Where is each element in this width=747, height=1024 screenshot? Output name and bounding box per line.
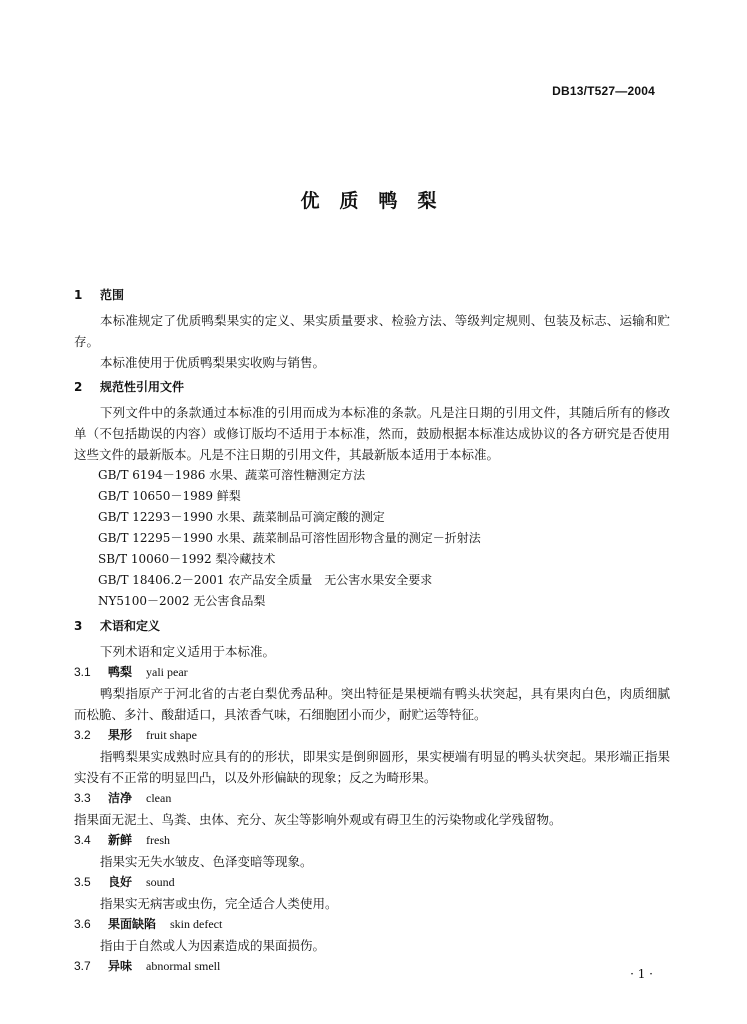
section-number: 3 — [74, 619, 83, 633]
section-heading-terms-definitions — [74, 616, 670, 637]
reference-item: GB/T 12295－1990 水果、蔬菜制品可溶性固形物含量的测定－折射法 — [98, 531, 481, 545]
section-title: 规范性引用文件 — [100, 380, 185, 394]
term-chinese: 新鲜 — [108, 833, 133, 847]
document-title: 优质鸭梨 — [300, 190, 457, 212]
term-definition: 指由于自然或人为因素造成的果面损伤。 — [100, 938, 326, 953]
term-english: clean — [146, 791, 172, 805]
term-chinese: 良好 — [108, 875, 133, 889]
term-english: fresh — [146, 833, 171, 847]
reference-item: GB/T 10650－1989 鲜梨 — [98, 489, 241, 503]
term-definition: 指鸭梨果实成熟时应具有的的形状，即果实是倒卵圆形，果实梗端有明显的鸭头状突起。果形端正指果实没有不正常的明显凹凸，以及外形偏缺的现象；反之为畸形果。 — [74, 749, 670, 785]
section-number: 1 — [74, 288, 83, 302]
term-heading — [74, 830, 670, 851]
term-chinese: 果面缺陷 — [108, 917, 157, 931]
section-heading-scope — [74, 285, 670, 306]
term-english: abnormal smell — [146, 959, 221, 973]
term-heading — [74, 956, 670, 977]
standard-code: DB13/T527—2004 — [552, 84, 655, 98]
term-english: skin defect — [170, 917, 223, 931]
term-number: 3.4 — [74, 833, 91, 847]
page-number: · 1 · — [630, 967, 653, 981]
term-heading — [74, 725, 670, 746]
paragraph: 本标准规定了优质鸭梨果实的定义、果实质量要求、检验方法、等级判定规则、包装及标志、运输和贮存。 — [74, 313, 670, 349]
term-english: yali pear — [146, 665, 188, 679]
reference-item: GB/T 18406.2－2001 农产品安全质量 无公害水果安全要求 — [98, 573, 433, 587]
section-title: 范围 — [100, 288, 125, 302]
term-number: 3.2 — [74, 728, 91, 742]
term-chinese: 洁净 — [108, 791, 133, 805]
paragraph: 下列文件中的条款通过本标准的引用而成为本标准的条款。凡是注日期的引用文件，其随后所有的修改单（不包括勘误的内容）或修订版均不适用于本标准，然而，鼓励根据本标准达成协议的各方研究是否使用这些文件的最新版本。凡是不注日期的引用文件，其最新版本适用于本标准。 — [74, 405, 670, 462]
paragraph: 本标准使用于优质鸭梨果实收购与销售。 — [100, 355, 326, 370]
term-definition: 指果实无病害或虫伤，完全适合人类使用。 — [100, 896, 338, 911]
term-english: fruit shape — [146, 728, 197, 742]
section-title: 术语和定义 — [100, 619, 161, 633]
reference-item: SB/T 10060－1992 梨冷藏技术 — [98, 552, 276, 566]
term-definition: 指果面无泥土、鸟粪、虫体、充分、灰尘等影响外观或有碍卫生的污染物或化学残留物。 — [74, 812, 562, 827]
term-number: 3.1 — [74, 665, 91, 679]
term-number: 3.6 — [74, 917, 91, 931]
reference-item: GB/T 12293－1990 水果、蔬菜制品可滴定酸的测定 — [98, 510, 385, 524]
term-chinese: 异味 — [108, 959, 133, 973]
term-number: 3.3 — [74, 791, 91, 805]
term-english: sound — [146, 875, 175, 889]
term-number: 3.5 — [74, 875, 91, 889]
term-definition: 指果实无失水皱皮、色泽变暗等现象。 — [100, 854, 313, 869]
term-chinese: 鸭梨 — [108, 665, 133, 679]
term-chinese: 果形 — [108, 728, 133, 742]
term-number: 3.7 — [74, 959, 91, 973]
term-heading — [74, 788, 670, 809]
document-body — [74, 285, 670, 977]
paragraph: 下列术语和定义适用于本标准。 — [100, 644, 276, 659]
term-definition: 鸭梨指原产于河北省的古老白梨优秀品种。突出特征是果梗端有鸭头状突起，具有果肉白色，肉质细腻而松脆、多汁、酸甜适口，具浓香气味，石细胞团小而少，耐贮运等特征。 — [74, 686, 670, 722]
section-number: 2 — [74, 380, 83, 394]
term-heading — [74, 662, 670, 683]
section-heading-normative-references — [74, 377, 670, 398]
reference-item: GB/T 6194－1986 水果、蔬菜可溶性糖测定方法 — [98, 468, 366, 482]
term-heading — [74, 872, 670, 893]
term-heading — [74, 914, 670, 935]
reference-item: NY5100－2002 无公害食品梨 — [98, 594, 266, 608]
